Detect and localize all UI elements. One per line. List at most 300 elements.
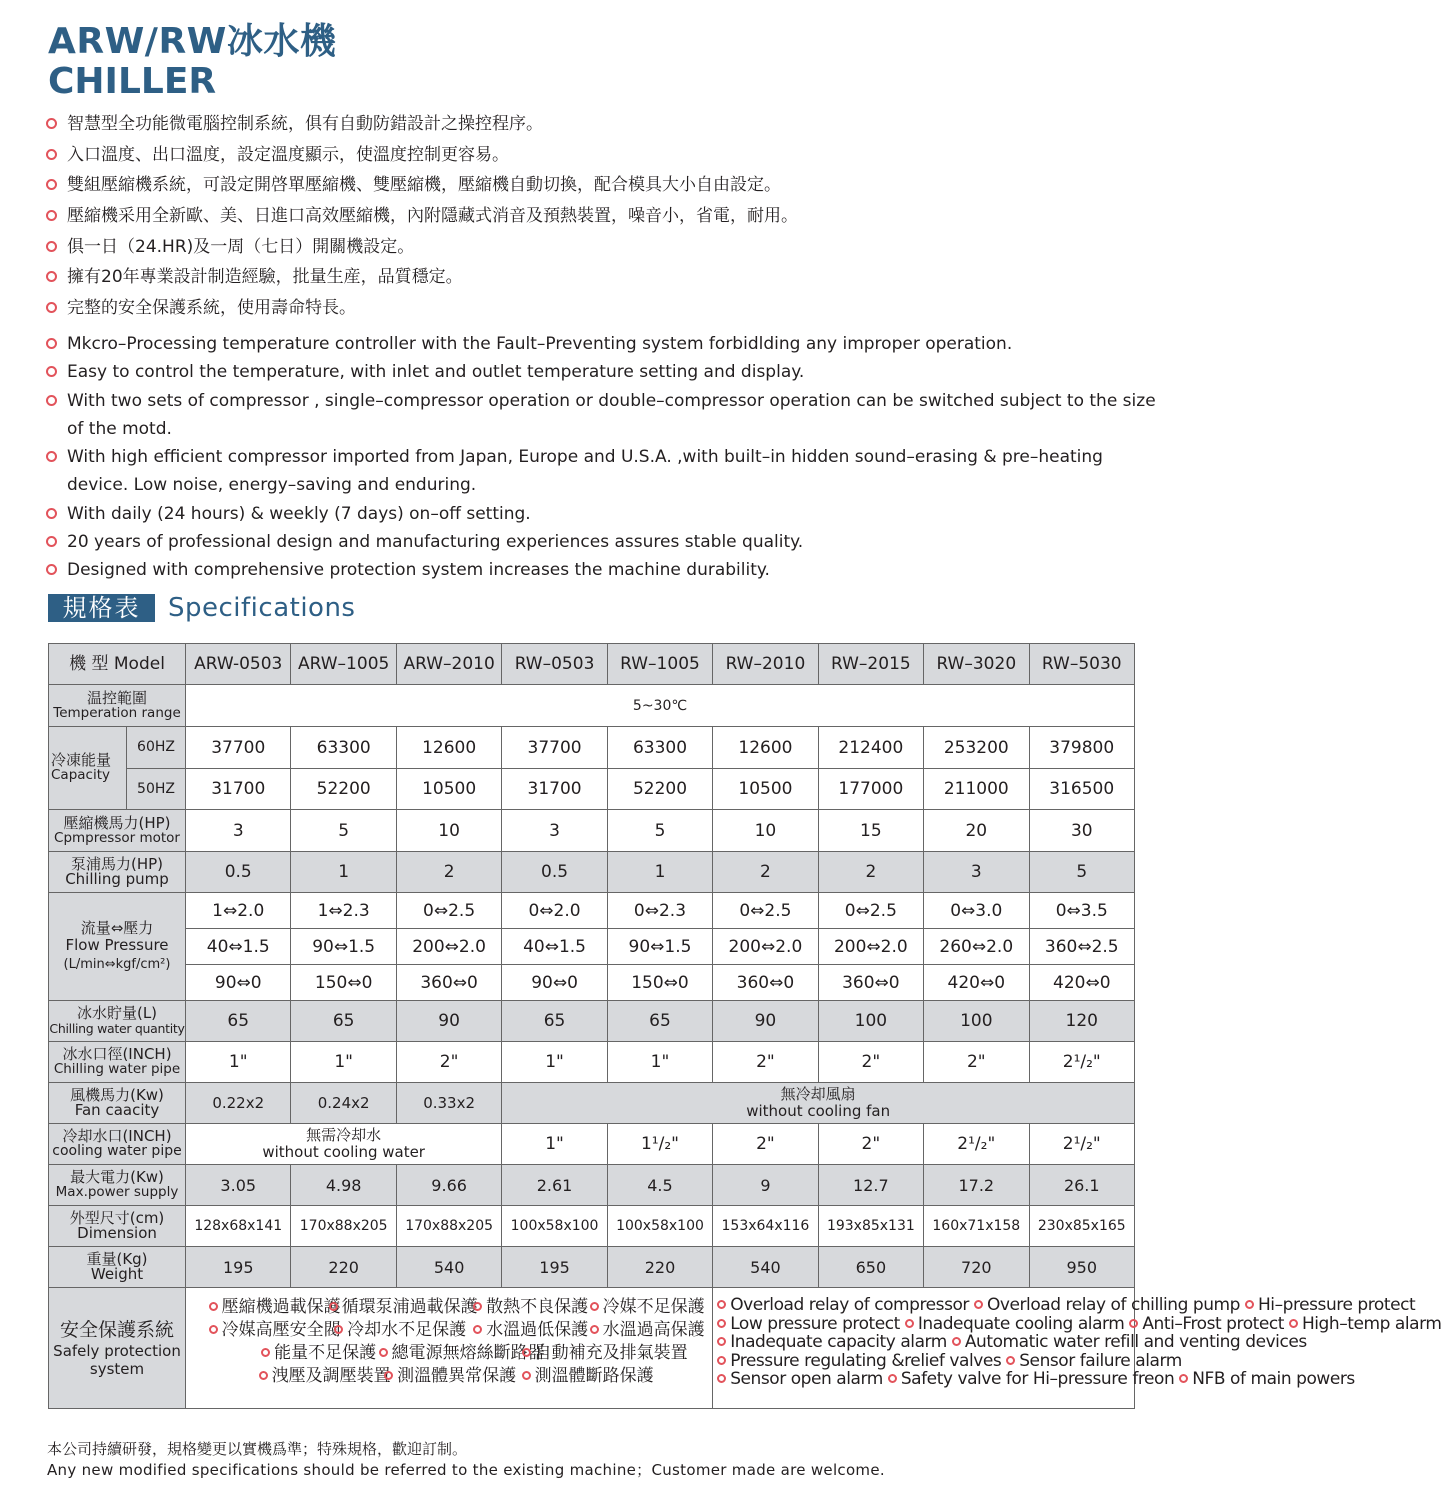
comp-label-en: Cpmpressor motor [54,829,180,846]
weight-cell: 540 [713,1247,818,1288]
safety-item-text: Pressure regulating &relief valves [730,1350,1002,1371]
qty-cell: 65 [502,1001,607,1042]
pipe-cell: 2¹/₂" [1029,1042,1134,1083]
flow-cell: 0⇔3.5 [1029,893,1134,929]
power-cell: 3.05 [186,1165,291,1206]
pipe-label-en: Chilling water pipe [53,1061,181,1077]
bullet-icon [974,1300,983,1309]
fan-cell: 0.33x2 [396,1083,501,1124]
bullet-icon [259,1371,268,1380]
pipe-cell: 1" [502,1042,607,1083]
cap60-cell: 37700 [502,727,607,769]
safety-item-text: Anti–Frost protect [1142,1313,1284,1334]
dim-cell: 170x88x205 [396,1206,501,1247]
features-en-list [46,330,1156,585]
flow-cell: 0⇔2.0 [502,893,607,929]
dim-label-en: Dimension [77,1224,157,1242]
safety-item [1129,1315,1284,1334]
list-item [46,263,798,294]
power-label [49,1165,186,1206]
temp-label-en: Temperation range [53,704,181,721]
qty-cell: 100 [818,1001,923,1042]
pump-cell: 2 [396,852,501,893]
safety-item-text: Low pressure protect [730,1313,900,1334]
flow-cell: 90⇔1.5 [607,929,712,965]
list-item [46,233,798,264]
flow-cell: 200⇔2.0 [818,929,923,965]
pump-label-en: Chilling pump [65,870,169,888]
dim-cell: 193x85x131 [818,1206,923,1247]
table-row [49,852,1135,893]
flow-cell: 0⇔2.5 [396,893,501,929]
weight-cell: 540 [396,1247,501,1288]
weight-label [49,1247,186,1288]
safety-item-text: 自動補充及排氣裝置 [534,1343,688,1363]
weight-cell: 220 [291,1247,396,1288]
safety-item-text: 循環泵浦過載保護 [341,1297,478,1317]
safety-item [329,1319,472,1342]
spec-table [48,643,1441,1409]
bullet-text: 壓縮機采用全新歐、美、日進口高效壓縮機，內附隱藏式消音及預熱裝置，噪音小，省電，耐用。 [67,206,798,227]
flow-cell: 150⇔0 [291,965,396,1001]
comp-cell: 20 [924,810,1029,852]
power-label-en: Max.power supply [55,1184,179,1200]
list-item [46,500,1156,528]
bullet-icon [261,1348,270,1357]
table-row [49,727,1135,769]
spec-heading-en: Specifications [168,593,356,623]
fan-label-zh: 風機馬力(Kw) [70,1086,164,1104]
bullet-icon [334,1325,343,1334]
flow-cell: 90⇔1.5 [291,929,396,965]
cool-cell: 1" [502,1124,607,1165]
bullet-icon [46,338,57,349]
cap50-cell: 31700 [502,769,607,810]
flow-cell: 200⇔2.0 [396,929,501,965]
list-item [46,358,1156,386]
safety-line [190,1342,708,1365]
pipe-cell: 1" [291,1042,396,1083]
dim-cell: 160x71x158 [924,1206,1029,1247]
fan-label-en: Fan caacity [74,1101,160,1119]
power-cell: 4.5 [607,1165,712,1206]
flow-cell: 260⇔2.0 [924,929,1029,965]
cap50-cell: 177000 [818,769,923,810]
cool-none [186,1124,502,1165]
flow-cell: 90⇔0 [502,965,607,1001]
list-item [46,171,798,202]
safety-zh-list [186,1288,713,1409]
safety-item [717,1296,969,1315]
model-cell: RW–5030 [1029,644,1134,685]
qty-label [49,1001,186,1042]
bullet-icon [46,271,57,282]
safety-line [717,1313,1441,1334]
pipe-cell: 2" [396,1042,501,1083]
list-item [46,528,1156,556]
safety-item [259,1342,379,1365]
fan-label [49,1083,186,1124]
safety-item-text: Overload relay of compressor [730,1295,969,1315]
cap60-cell: 12600 [396,727,501,769]
safety-item-text: Inadequate cooling alarm [917,1313,1125,1334]
safety-line [190,1296,708,1319]
bullet-text: 俱一日（24.HR)及一周（七日）開關機設定。 [67,236,415,257]
flow-cell: 0⇔3.0 [924,893,1029,929]
cool-cell: 2¹/₂" [1029,1124,1134,1165]
comp-label [49,810,186,852]
comp-cell: 3 [502,810,607,852]
pump-cell: 1 [291,852,396,893]
flow-label-en: Flow Pressure [65,936,169,954]
flow-cell: 90⇔0 [186,965,291,1001]
safety-item-text: Safety valve for Hi–pressure freon [900,1369,1175,1389]
table-row [49,1001,1135,1042]
qty-cell: 100 [924,1001,1029,1042]
safety-label-zh: 安全保護系統 [60,1319,175,1341]
flow-cell: 360⇔2.5 [1029,929,1134,965]
table-row [49,1206,1135,1247]
list-item [46,110,798,141]
bullet-icon [590,1325,599,1334]
bullet-text: Mkcro–Processing temperature controller with the Fault–Preventing system forbidlding any improper operation. [67,334,1013,354]
bullet-icon [379,1348,388,1357]
safety-item [522,1342,688,1365]
flow-label [49,893,186,1001]
page-subtitle: CHILLER [48,61,217,102]
safety-item [952,1333,1307,1352]
cap50-cell: 316500 [1029,769,1134,810]
bullet-icon [1006,1356,1015,1365]
comp-cell: 30 [1029,810,1134,852]
model-cell: RW–3020 [924,644,1029,685]
cap50-cell: 211000 [924,769,1029,810]
model-cell: ARW–1005 [291,644,396,685]
safety-item-text: 壓縮機過載保護 [221,1297,341,1317]
safety-item [1006,1352,1182,1371]
power-cell: 9 [713,1165,818,1206]
bullet-icon [522,1371,531,1380]
cap60-cell: 63300 [291,727,396,769]
comp-cell: 15 [818,810,923,852]
safety-item-text: Sensor open alarm [730,1369,883,1389]
temp-value: 5~30℃ [186,685,1135,727]
bullet-icon [209,1325,218,1334]
bullet-text: Designed with comprehensive protection system increases the machine durability. [67,560,770,581]
cool-cell: 1¹/₂" [607,1124,712,1165]
footer-zh: 本公司持續研發，規格變更以實機爲準；特殊規格，歡迎訂制。 [47,1440,468,1458]
weight-cell: 220 [607,1247,712,1288]
fan-cell: 0.22x2 [186,1083,291,1124]
page-title: ARW/RW冰水機 [48,21,337,62]
flow-cell: 1⇔2.0 [186,893,291,929]
safety-item-text: 總電源無熔絲斷路器 [391,1343,545,1363]
safety-item [259,1365,391,1388]
cool-none-zh: 無需冷却水 [306,1126,382,1144]
safety-item-text: 水溫過高保護 [602,1320,705,1340]
model-cell: RW–0503 [502,644,607,685]
safety-line [717,1332,1307,1352]
pump-cell: 2 [713,852,818,893]
pipe-cell: 2" [713,1042,818,1083]
comp-cell: 3 [186,810,291,852]
comp-label-zh: 壓縮機馬力(HP) [63,813,171,832]
safety-item [717,1333,947,1352]
bullet-text: 20 years of professional design and manufacturing experiences assures stable quality. [67,532,804,553]
dim-cell: 100x58x100 [502,1206,607,1247]
spec-heading-zh: 規格表 [48,594,155,622]
table-row [49,929,1135,965]
bullet-icon [46,564,57,575]
safety-item [329,1296,478,1319]
bullet-icon [46,149,57,160]
bullet-icon [46,210,57,221]
safety-item-text: 冷媒不足保護 [602,1297,705,1317]
table-row [49,810,1135,852]
bullet-text: With daily (24 hours) & weekly (7 days) on–off setting. [67,503,531,524]
flow-label-zh: 流量⇔壓力 [80,919,154,937]
power-cell: 26.1 [1029,1165,1134,1206]
table-row [49,1288,1135,1409]
flow-cell: 150⇔0 [607,965,712,1001]
table-row [49,644,1135,685]
safety-item [905,1315,1125,1334]
pipe-cell: 1" [607,1042,712,1083]
flow-cell: 420⇔0 [1029,965,1134,1001]
cap50-cell: 52200 [607,769,712,810]
list-item [46,387,1156,444]
bullet-icon [717,1319,726,1328]
weight-cell: 950 [1029,1247,1134,1288]
bullet-text: With high efficient compressor imported from Japan, Europe and U.S.A. ,with built–in hidden sound–erasing & pre–heating device. Low noise, energy–saving and enduring. [67,447,1103,496]
cap60-cell: 212400 [818,727,923,769]
capacity-label-zh: 冷凍能量 [51,751,112,769]
weight-cell: 195 [502,1247,607,1288]
safety-line [717,1350,1182,1371]
flow-cell: 0⇔2.3 [607,893,712,929]
cool-cell: 2" [713,1124,818,1165]
list-item [46,294,798,325]
safety-label-en2: system [89,1360,145,1378]
cap50-cell: 10500 [713,769,818,810]
safety-item-text: 洩壓及調壓裝置 [271,1366,391,1386]
flow-cell: 360⇔0 [396,965,501,1001]
qty-label-zh: 冰水貯量(L) [76,1004,158,1022]
cap50-cell: 10500 [396,769,501,810]
qty-cell: 90 [713,1001,818,1042]
bullet-icon [46,118,57,129]
bullet-text: Easy to control the temperature, with inlet and outlet temperature setting and display. [67,362,805,383]
safety-label [49,1288,186,1409]
temp-label-zh: 温控範圍 [87,688,148,707]
pump-cell: 0.5 [186,852,291,893]
safety-line [190,1319,708,1342]
bullet-icon [209,1302,218,1311]
safety-label-en1: Safely protection [53,1342,181,1360]
safety-item [472,1296,590,1319]
dim-cell: 100x58x100 [607,1206,712,1247]
dim-cell: 230x85x165 [1029,1206,1134,1247]
pipe-cell: 1" [186,1042,291,1083]
safety-item-text: 冷媒高壓安全閥 [221,1320,341,1340]
safety-item [974,1296,1240,1315]
safety-item-text: 水溫過低保護 [486,1320,589,1340]
table-row [49,1042,1135,1083]
safety-item [590,1296,705,1319]
model-cell: RW–2010 [713,644,818,685]
flow-cell: 420⇔0 [924,965,1029,1001]
safety-item [1289,1315,1441,1334]
features-zh-list [46,110,798,325]
table-row [49,685,1135,727]
pipe-cell: 2" [818,1042,923,1083]
bullet-icon [473,1325,482,1334]
table-row [49,1247,1135,1288]
comp-cell: 5 [607,810,712,852]
safety-item-text: 能量不足保護 [274,1343,377,1363]
safety-item-text: Sensor failure alarm [1019,1350,1182,1371]
safety-en-list [713,1288,1441,1409]
flow-cell: 40⇔1.5 [502,929,607,965]
flow-cell: 1⇔2.3 [291,893,396,929]
bullet-icon [717,1374,726,1383]
weight-label-zh: 重量(Kg) [86,1250,148,1268]
bullet-icon [717,1356,726,1365]
bullet-icon [384,1371,393,1380]
table-row [49,1165,1135,1206]
bullet-icon [522,1348,531,1357]
bullet-icon [46,536,57,547]
model-label: 機 型 Model [49,644,186,685]
list-item [46,443,1156,500]
flow-cell: 360⇔0 [713,965,818,1001]
bullet-text: 入口溫度、出口溫度，設定溫度顯示，使溫度控制更容易。 [67,144,509,165]
safety-line [190,1365,708,1388]
hz60-label: 60HZ [127,727,186,769]
bullet-icon [952,1337,961,1346]
qty-cell: 120 [1029,1001,1134,1042]
flow-cell: 360⇔0 [818,965,923,1001]
comp-cell: 10 [713,810,818,852]
cool-label [49,1124,186,1165]
bullet-icon [329,1302,338,1311]
pump-cell: 2 [818,852,923,893]
power-cell: 17.2 [924,1165,1029,1206]
pump-label-zh: 泵浦馬力(HP) [70,855,164,873]
safety-item [717,1370,883,1389]
dim-cell: 170x88x205 [291,1206,396,1247]
safety-item-text: 冷却水不足保護 [347,1320,467,1340]
bullet-icon [46,395,57,406]
bullet-icon [46,179,57,190]
cool-label-en: cooling water pipe [52,1143,182,1159]
fan-cell: 0.24x2 [291,1083,396,1124]
pipe-cell: 2" [924,1042,1029,1083]
fan-none-zh: 無冷却風扇 [780,1085,856,1103]
list-item [46,330,1156,358]
model-cell: RW–2015 [818,644,923,685]
safety-item [209,1319,341,1342]
cap60-cell: 37700 [186,727,291,769]
cap60-cell: 63300 [607,727,712,769]
safety-item [472,1319,590,1342]
bullet-text: 完整的安全保護系統，使用壽命特長。 [67,298,356,319]
cool-cell: 2" [818,1124,923,1165]
safety-line [717,1295,1416,1315]
footer-en: Any new modified specifications should be referred to the existing machine；Customer made are welcome. [47,1461,885,1479]
bullet-icon [717,1300,726,1309]
safety-item [717,1315,900,1334]
flow-cell: 200⇔2.0 [713,929,818,965]
safety-item-text: Inadequate capacity alarm [730,1332,947,1352]
qty-cell: 90 [396,1001,501,1042]
cool-label-zh: 冷却水口(INCH) [62,1127,172,1145]
qty-cell: 65 [186,1001,291,1042]
safety-item [1179,1370,1355,1389]
fan-none-en: without cooling fan [746,1102,891,1120]
bullet-icon [46,451,57,462]
model-cell: ARW-0503 [186,644,291,685]
bullet-icon [46,366,57,377]
bullet-icon [1129,1319,1138,1328]
flow-cell: 0⇔2.5 [818,893,923,929]
table-row [49,1124,1135,1165]
safety-item [209,1296,341,1319]
bullet-icon [473,1302,482,1311]
list-item [46,202,798,233]
bullet-icon [1289,1319,1298,1328]
safety-item-text: 測溫體異常保護 [397,1366,517,1386]
list-item [46,141,798,172]
safety-item [888,1370,1174,1389]
weight-cell: 720 [924,1247,1029,1288]
bullet-icon [590,1302,599,1311]
temp-label [49,685,186,727]
table-row [49,769,1135,810]
comp-cell: 10 [396,810,501,852]
power-cell: 9.66 [396,1165,501,1206]
bullet-icon [46,508,57,519]
comp-cell: 5 [291,810,396,852]
safety-item [379,1365,522,1388]
power-cell: 4.98 [291,1165,396,1206]
cap60-cell: 253200 [924,727,1029,769]
fan-none [502,1083,1135,1124]
weight-label-en: Weight [90,1265,144,1283]
bullet-icon [1245,1300,1254,1309]
cool-cell: 2¹/₂" [924,1124,1029,1165]
capacity-label-en: Capacity [51,767,110,783]
hz50-label: 50HZ [127,769,186,810]
dim-cell: 153x64x116 [713,1206,818,1247]
pump-cell: 3 [924,852,1029,893]
bullet-icon [46,241,57,252]
safety-item-text: Automatic water refill and venting devices [964,1332,1307,1352]
table-row [49,1083,1135,1124]
bullet-text: 擁有20年專業設計制造經驗，批量生産，品質穩定。 [67,267,463,288]
cap60-cell: 12600 [713,727,818,769]
safety-item-text: Overload relay of chilling pump [986,1295,1240,1315]
cool-none-en: without cooling water [262,1143,425,1161]
bullet-icon [1179,1374,1188,1383]
bullet-icon [46,302,57,313]
list-item [46,556,1156,584]
safety-item [522,1365,654,1388]
bullet-icon [905,1319,914,1328]
weight-cell: 650 [818,1247,923,1288]
safety-line [717,1369,1355,1389]
dim-label-zh: 外型尺寸(cm) [69,1209,165,1227]
